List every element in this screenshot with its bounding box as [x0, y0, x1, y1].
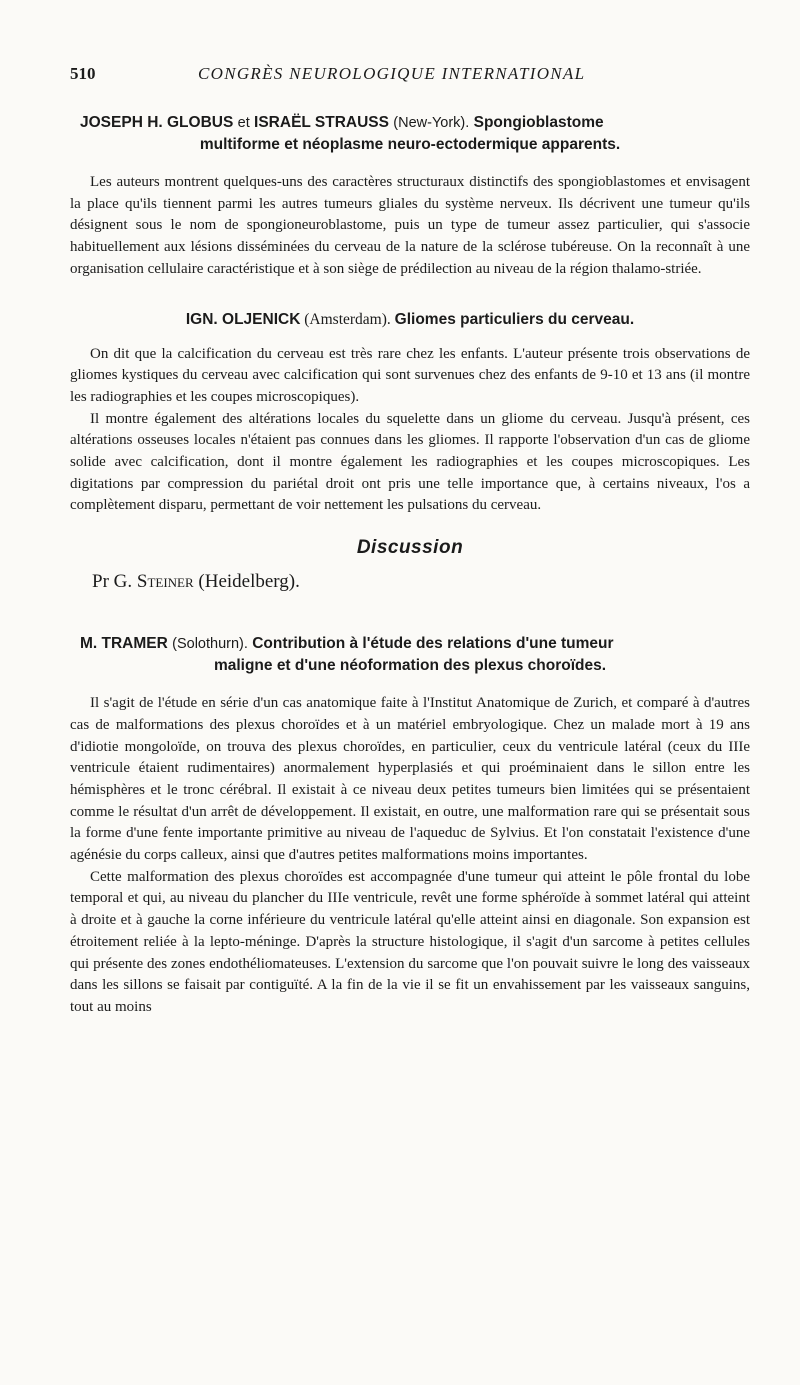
article2-paragraph-1: On dit que la calcification du cerveau est très rare chez les enfants. L'auteur présente trois observations de gliomes kystiques du cerveau avec calcification qui sont survenues chez des enfants de 9-10 et 13 ans (il montre les radiographies et les coupes microscopiques).: [70, 345, 750, 405]
article3-affiliation: (Solothurn).: [172, 636, 248, 653]
article3-paragraph-1: Il s'agit de l'étude en série d'un cas anatomique faite à l'Institut Anatomique de Zurich, et comparé à d'autres cas de malformations des plexus choroïdes et à un matériel embryologique. Chez un malade mort à 19 ans d'idiotie mongoloïde, on trouva des plexus choroïdes, en particulier, ceux du ventricule latéral (ceux du IIIe ventricule étaient rudimentaires) anormalement hyperplasiés et qui proéminaient dans le sillon entre les hémisphères et le tronc cérébral. Il existait à ce niveau deux petites tumeurs bien limitées qui se présentaient comme le résultat d'un arrêt de développement. Il existait, en outre, une malformation rare qui se présentait sous la forme d'une fente importante primitive au niveau de l'aqueduc de Sylvius. Et l'on constatait l'existence d'une agénésie du corps calleux, ainsi que d'autres petites malformations moins importantes.: [70, 695, 750, 864]
article2-affiliation: (Amsterdam).: [304, 310, 391, 328]
article1-paragraph: Les auteurs montrent quelques-uns des caractères structuraux distinctifs des spongioblastomes et envisagent la place qu'ils tiennent parmi les autres tumeurs gliales du système nerveux. Ils décrivent une tumeur qu'ils désignent sous le nom de spongioneuroblastome, puis un type de tumeur assez particulier, qui s'associe habituellement aux lésions disséminées du cerveau de la nature de la sclérose tubéreuse. On la reconnaît à une organisation cellulaire caractéristique et à son siège de prédilection au niveau de la région thalamo-striée.: [70, 174, 750, 277]
running-header: [70, 64, 750, 88]
page-body: [70, 112, 750, 1019]
article1-connector: et: [237, 115, 250, 131]
article2-heading: [70, 309, 750, 331]
article1-title: multiforme et néoplasme neuro-ectodermique apparents.: [199, 136, 621, 153]
discussant-prefix: Pr: [92, 571, 109, 593]
article1-authors: JOSEPH H. GLOBUS: [80, 114, 234, 131]
article2-author: IGN. OLJENICK: [185, 310, 301, 328]
article3-author: M. TRAMER: [80, 635, 168, 653]
discussant-name: G. Steiner: [113, 571, 194, 593]
article1-heading: [80, 112, 750, 134]
article3-title: maligne et d'une néoformation des plexus choroïdes.: [213, 657, 607, 675]
discussion-heading: Discussion: [356, 537, 464, 559]
running-title: CONGRÈS NEUROLOGIQUE INTERNATIONAL: [198, 64, 586, 83]
article1-authors2: ISRAËL STRAUSS: [254, 114, 389, 131]
article3-heading: [80, 633, 750, 655]
article3-title-part1: Contribution à l'étude des relations d'une tumeur: [252, 635, 614, 653]
article2-paragraph-2: Il montre également des altérations locales du squelette dans un gliome du cerveau. Jusqu'à présent, ces altérations osseuses locales n'étaient pas connues dans les gliomes. Il rapporte l'observation d'un cas de gliome solide avec calcification, dont il montre également les radiographies et les coupes microscopiques. Les digitations par compression du pariétal droit ont pris une telle importance que, à certains niveaux, l'os a complètement disparu, permettant de voir nettement les pulsations du cerveau.: [70, 410, 750, 514]
article1-title-part1: Spongioblastome: [473, 114, 604, 131]
discussant-line: [92, 571, 750, 593]
discussant-place: (Heidelberg).: [198, 571, 300, 593]
article3-paragraph-2: Cette malformation des plexus choroïdes est accompagnée d'une tumeur qui atteint le pôle frontal du lobe temporal et qui, au niveau du plancher du IIIe ventricule, revêt une forme sphéroïde à sommet latéral qui atteint à droite et à gauche la corne inférieure du ventricule latéral qu'elle atteint ainsi en diagonale. Son expansion est étroitement reliée à la lepto-méninge. D'après la structure histologique, il s'agit d'un sarcome à petites cellules qui présente des zones endothéliomateuses. L'extension du sarcome que l'on pouvait suivre le long des vaisseaux dans les sillons se faisait par contiguïté. A la fin de la vie il se fit un envahissement par les vaisseaux sanguins, tout au moins: [70, 868, 750, 1015]
article1-affiliation: (New-York).: [393, 115, 470, 131]
page-number: 510: [70, 64, 96, 83]
article2-title: Gliomes particuliers du cerveau.: [394, 310, 635, 328]
